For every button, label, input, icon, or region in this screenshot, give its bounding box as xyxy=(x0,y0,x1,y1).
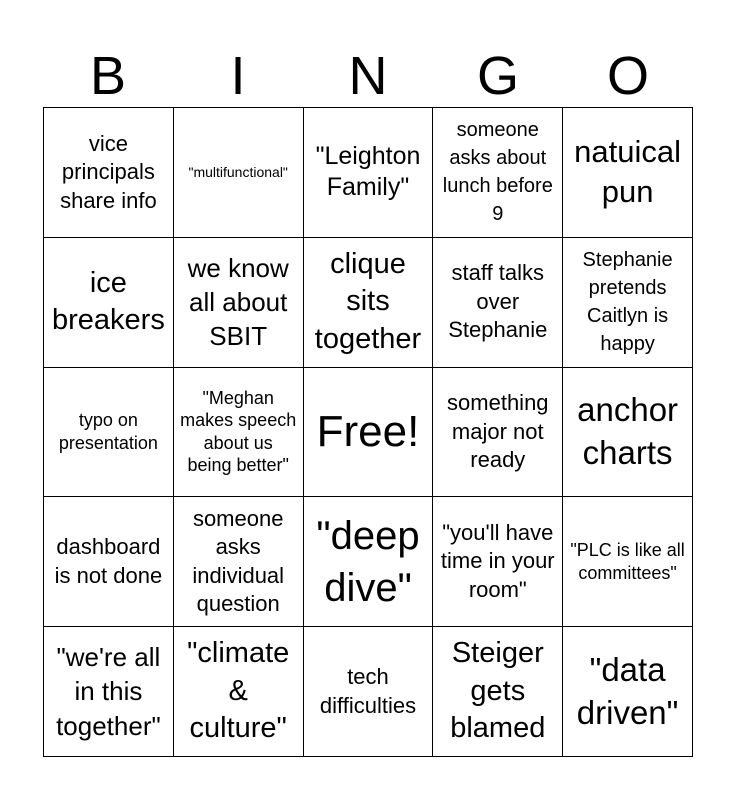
bingo-cell[interactable] xyxy=(433,238,563,368)
cell-text: Stephanie pretends Caitlyn is happy xyxy=(582,249,673,356)
cell-text: "we're all in this together" xyxy=(56,642,161,741)
bingo-cell[interactable] xyxy=(563,627,693,757)
cell-text: tech difficulties xyxy=(319,664,417,718)
cell-text: "PLC is like all committees" xyxy=(570,540,685,583)
cell-text: ice breakers xyxy=(51,266,165,337)
bingo-cell[interactable] xyxy=(174,627,304,757)
cell-text: natuical pun xyxy=(574,134,682,210)
bingo-cell[interactable] xyxy=(44,368,174,498)
bingo-header xyxy=(43,44,693,108)
cell-text: anchor charts xyxy=(577,391,679,471)
bingo-cell[interactable] xyxy=(563,368,693,498)
free-space-cell[interactable] xyxy=(304,368,434,498)
header-letter-g: G xyxy=(476,46,519,106)
bingo-cell[interactable] xyxy=(44,627,174,757)
bingo-cell[interactable] xyxy=(563,497,693,627)
bingo-board xyxy=(43,107,693,757)
cell-text: something major not ready xyxy=(447,390,549,473)
cell-text: Steiger gets blamed xyxy=(450,637,546,745)
bingo-cell[interactable] xyxy=(433,497,563,627)
bingo-cell[interactable] xyxy=(563,238,693,368)
cell-text: someone asks individual question xyxy=(192,505,285,617)
cell-text: we know all about SBIT xyxy=(187,252,289,352)
cell-text: "Leighton Family" xyxy=(315,142,421,202)
cell-text: "multifunctional" xyxy=(188,164,288,181)
bingo-cell[interactable] xyxy=(44,108,174,238)
cell-text: "you'll have time in your room" xyxy=(440,519,555,603)
cell-text: vice principals share info xyxy=(60,130,157,213)
cell-text: typo on presentation xyxy=(58,410,158,453)
cell-text: "Meghan makes speech about us being better" xyxy=(180,387,297,476)
bingo-cell[interactable] xyxy=(44,497,174,627)
bingo-cell[interactable] xyxy=(433,368,563,498)
cell-text: "climate & culture" xyxy=(187,637,290,745)
bingo-cell[interactable] xyxy=(433,627,563,757)
header-letter-o: O xyxy=(606,46,649,106)
cell-text: "deep dive" xyxy=(316,513,420,610)
bingo-cell[interactable] xyxy=(304,238,434,368)
bingo-cell[interactable] xyxy=(304,627,434,757)
cell-text: Free! xyxy=(316,406,420,456)
header-letter-n: N xyxy=(348,46,388,106)
bingo-cell[interactable] xyxy=(563,108,693,238)
bingo-cell[interactable] xyxy=(174,368,304,498)
cell-text: dashboard is not done xyxy=(54,534,163,588)
bingo-cell[interactable] xyxy=(174,108,304,238)
bingo-cell[interactable] xyxy=(44,238,174,368)
cell-text: clique sits together xyxy=(314,247,422,356)
cell-text: "data driven" xyxy=(576,650,679,731)
bingo-cell[interactable] xyxy=(304,497,434,627)
bingo-cell[interactable] xyxy=(304,108,434,238)
cell-text: staff talks over Stephanie xyxy=(448,260,548,343)
header-letter-i: I xyxy=(230,46,246,106)
bingo-cell[interactable] xyxy=(174,497,304,627)
cell-text: someone asks about lunch before 9 xyxy=(442,119,553,226)
bingo-cell[interactable] xyxy=(433,108,563,238)
bingo-cell[interactable] xyxy=(174,238,304,368)
header-letter-b: B xyxy=(89,46,127,106)
